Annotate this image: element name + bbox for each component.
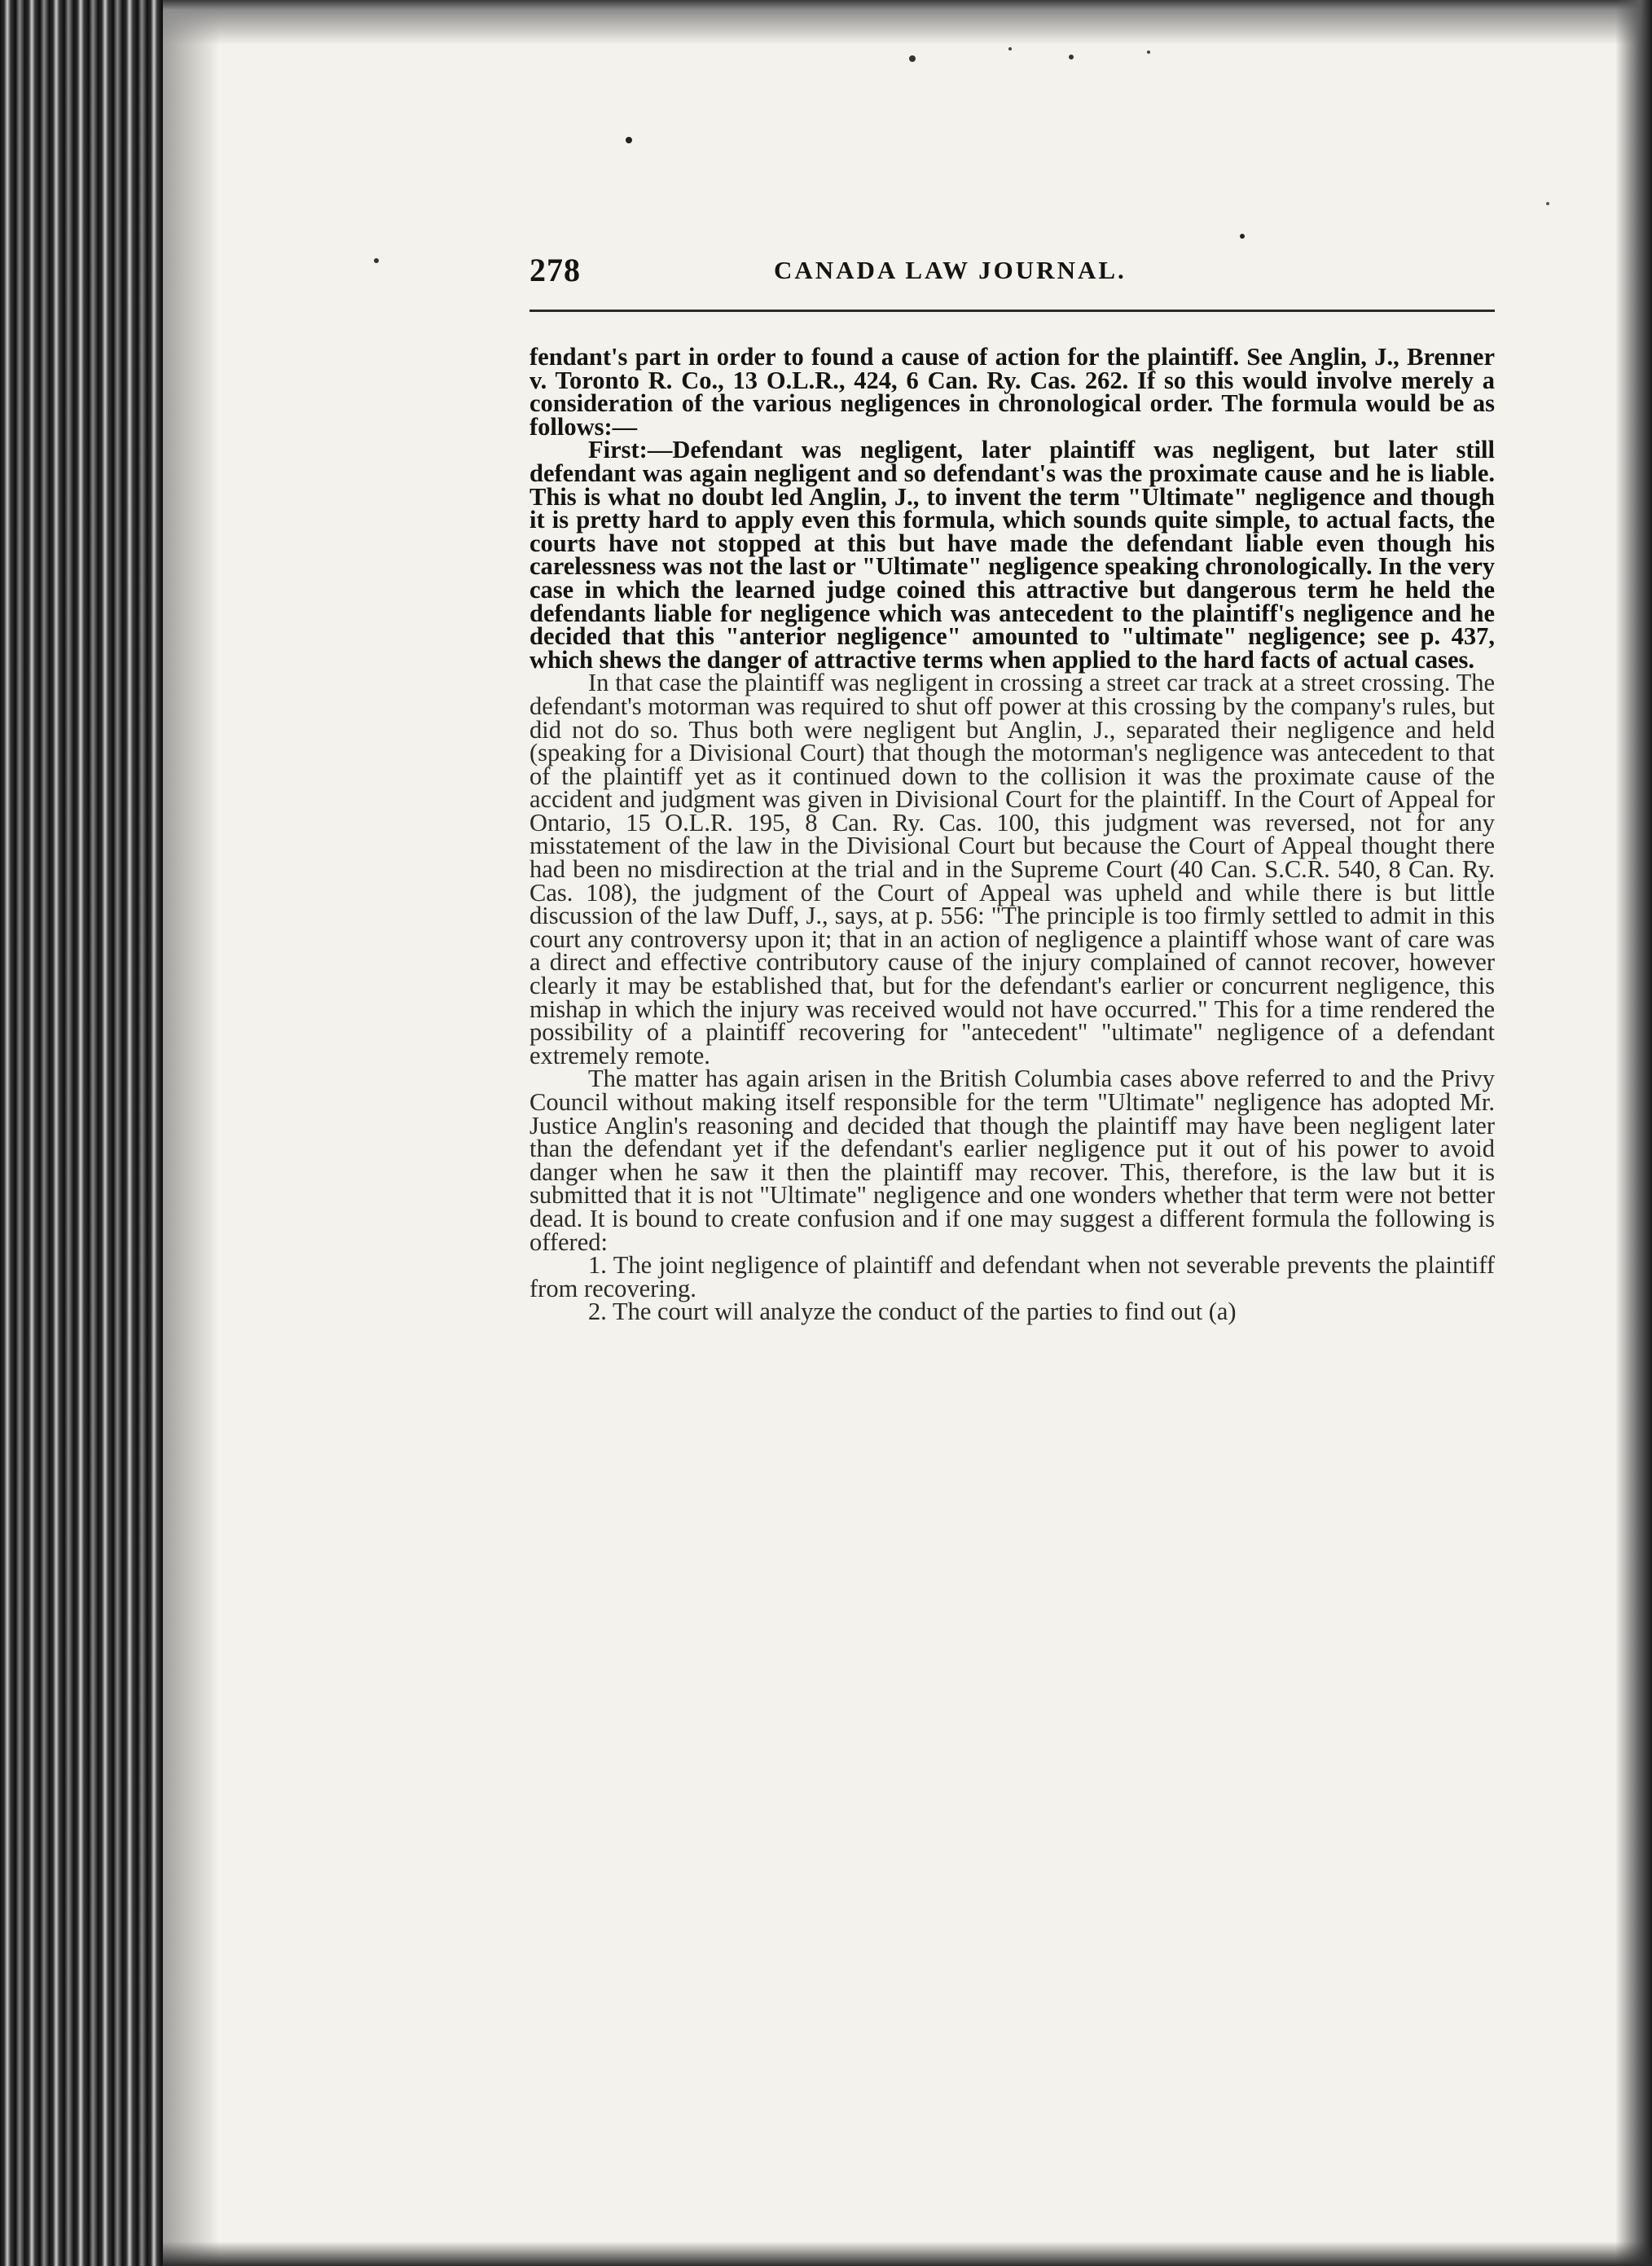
paragraph: The matter has again arisen in the British Columbia cases above referred to and the Privy Council without making itself responsible for the term "Ultimate" negligence has adopted Mr. Justice Anglin's reasoning and decided that though the plaintiff may have been negligent later than the defendant yet if the defendant's earlier negligence put it out of his power to avoid danger when he saw it then the plaintiff may recover. This, therefore, is the law but it is submitted that it is not "Ultimate" negligence and one wonders whether that term were not better dead. It is bound to create confusion and if one may suggest a different formula the following is offered: <box>529 1065 1495 1256</box>
paragraph: First:—Defendant was negligent, later plaintiff was negligent, but later still defendant was again negligent and so defendant's was the proximate cause and he is liable. This is what no doubt led Anglin, J., to invent the term "Ultimate" negligence and though it is pretty hard to apply even this formula, which sounds quite simple, to actual facts, the courts have not stopped at this but have made the defendant liable even though his carelessness was not the last or "Ultimate" negligence speaking chronologically. In the very case in which the learned judge coined this attractive but dangerous term he held the defendants liable for negligence which was antecedent to the plaintiff's negligence and he decided that this "anterior negligence" amounted to "ultimate" negligence; see p. 437, which shews the danger of attractive terms when applied to the hard facts of actual cases. <box>529 436 1495 674</box>
paragraph: fendant's part in order to found a cause of action for the plaintiff. See Anglin, J., Brenner v. Toronto R. Co., 13 O.L.R., 424, 6 Can. Ry. Cas. 262. If so this would involve merely a consideration of the various negligences in chronological order. The formula would be as follows:— <box>529 343 1495 441</box>
running-head: CANADA LAW JOURNAL. <box>774 256 1127 284</box>
page-number: 278 <box>529 252 581 288</box>
body-text <box>529 345 1495 1324</box>
paragraph: In that case the plaintiff was negligent in crossing a street car track at a street crossing. The defendant's motorman was required to shut off power at this crossing by the company's rules, but did not do so. Thus both were negligent but Anglin, J., separated their negligence and held (speaking for a Divisional Court) that though the motorman's negligence was antecedent to that of the plaintiff yet as it continued down to the collision it was the proximate cause of the accident and judgment was given in Divisional Court for the plaintiff. In the Court of Appeal for Ontario, 15 O.L.R. 195, 8 Can. Ry. Cas. 100, this judgment was reversed, not for any misstatement of the law in the Divisional Court but because the Court of Appeal thought there had been no misdirection at the trial and in the Supreme Court (40 Can. S.C.R. 540, 8 Can. Ry. Cas. 108), the judgment of the Court of Appeal was upheld and while there is but little discussion of the law Duff, J., says, at p. 556: "The principle is too firmly settled to admit in this court any controversy upon it; that in an action of negligence a plaintiff whose want of care was a direct and effective contributory cause of the injury complained of cannot recover, however clearly it may be established that, but for the defendant's earlier or concurrent negligence, this mishap in which the injury was received would not have occurred." This for a time rendered the possibility of a plaintiff recovering for "antecedent" "ultimate" negligence of a defendant extremely remote. <box>529 669 1495 1069</box>
header-rule <box>529 310 1495 312</box>
list-item: 2. The court will analyze the conduct of the parties to find out (a) <box>588 1298 1237 1326</box>
list-item: 1. The joint negligence of plaintiff and defendant when not severable prevents the plaintiff from recovering. <box>529 1251 1495 1302</box>
